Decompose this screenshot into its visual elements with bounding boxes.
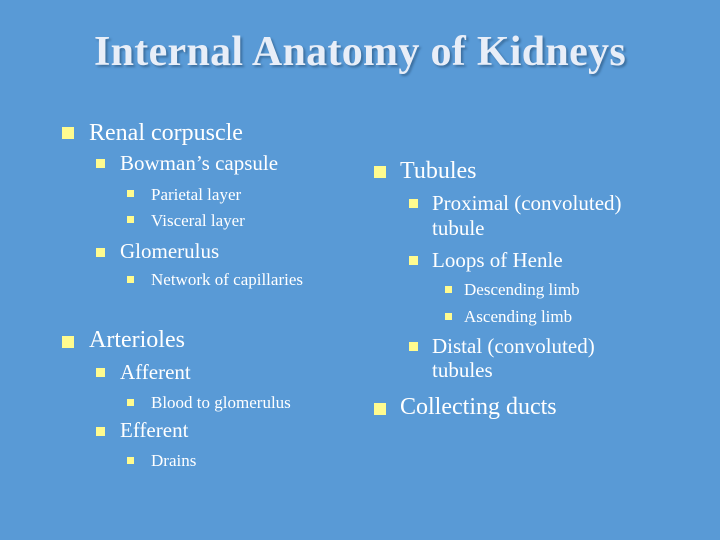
square-bullet-icon xyxy=(127,190,134,197)
square-bullet-icon xyxy=(127,276,134,283)
item-parietal-layer: Parietal layer xyxy=(151,185,242,204)
item-afferent: Afferent xyxy=(120,360,191,384)
item-glomerulus: Glomerulus xyxy=(120,239,220,263)
square-bullet-icon xyxy=(409,342,418,351)
item-tubules: Tubules xyxy=(400,158,477,184)
square-bullet-icon xyxy=(374,166,386,178)
item-renal-corpuscle: Renal corpuscle xyxy=(89,120,243,146)
square-bullet-icon xyxy=(409,256,418,265)
item-network-capillaries: Network of capillaries xyxy=(151,270,303,289)
item-arterioles: Arterioles xyxy=(89,327,185,353)
square-bullet-icon xyxy=(127,457,134,464)
square-bullet-icon xyxy=(409,199,418,208)
square-bullet-icon xyxy=(445,313,452,320)
item-drains: Drains xyxy=(151,451,197,470)
item-distal-line2: tubules xyxy=(432,358,493,382)
square-bullet-icon xyxy=(127,399,134,406)
item-proximal-line2: tubule xyxy=(432,216,485,240)
square-bullet-icon xyxy=(127,216,134,223)
square-bullet-icon xyxy=(62,336,74,348)
square-bullet-icon xyxy=(445,286,452,293)
item-visceral-layer: Visceral layer xyxy=(151,211,245,230)
square-bullet-icon xyxy=(96,159,105,168)
item-descending-limb: Descending limb xyxy=(464,280,580,299)
item-blood-to-glomerulus: Blood to glomerulus xyxy=(151,393,291,412)
item-bowmans-capsule: Bowman’s capsule xyxy=(120,151,279,175)
square-bullet-icon xyxy=(96,248,105,257)
square-bullet-icon xyxy=(374,403,386,415)
item-loops-of-henle: Loops of Henle xyxy=(432,248,563,272)
square-bullet-icon xyxy=(62,127,74,139)
item-ascending-limb: Ascending limb xyxy=(464,307,573,326)
square-bullet-icon xyxy=(96,427,105,436)
item-distal-line1: Distal (convoluted) xyxy=(432,334,595,358)
item-proximal-line1: Proximal (convoluted) xyxy=(432,191,622,215)
square-bullet-icon xyxy=(96,368,105,377)
slide-title: Internal Anatomy of Kidneys xyxy=(94,29,626,75)
item-collecting-ducts: Collecting ducts xyxy=(400,394,557,420)
item-efferent: Efferent xyxy=(120,418,189,442)
